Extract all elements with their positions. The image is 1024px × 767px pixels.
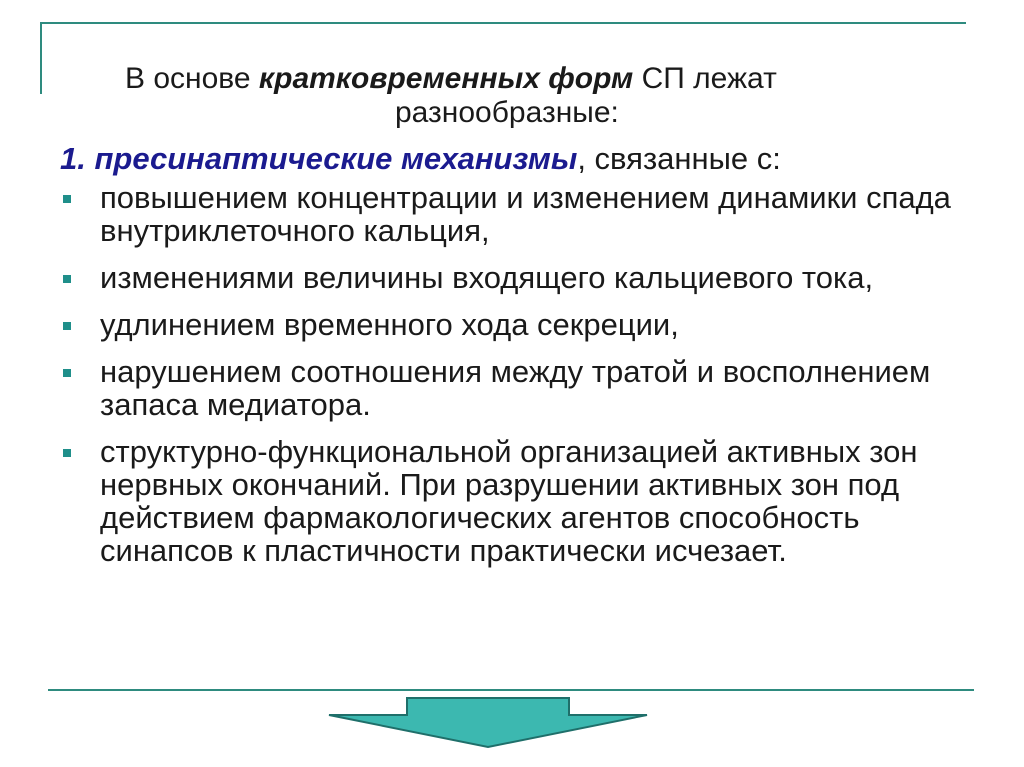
left-rule (40, 22, 42, 94)
square-bullet-icon (63, 322, 71, 330)
square-bullet-icon (63, 275, 71, 283)
list-item (60, 181, 960, 247)
list-item-text: удлинением временного хода секреции, (100, 307, 679, 342)
list-item-text: изменениями величины входящего кальциевого тока, (100, 260, 874, 295)
list-item (60, 435, 960, 567)
intro-suffix: СП лежат (641, 62, 777, 95)
list-item-text: нарушением соотношения между тратой и восполнением запаса медиатора. (100, 354, 931, 422)
square-bullet-icon (63, 449, 71, 457)
heading-number: 1. (60, 141, 86, 176)
down-arrow-icon[interactable] (327, 697, 649, 749)
heading-rest: , связанные с: (577, 141, 781, 176)
section-heading (60, 141, 960, 177)
slide-content (60, 62, 960, 581)
list-item (60, 308, 960, 341)
intro-prefix: В основе (125, 62, 251, 95)
mechanism-list (60, 181, 960, 567)
bottom-rule (48, 689, 974, 691)
intro-line2: разнообразные: (395, 96, 619, 129)
list-item-text: структурно-функциональной организацией активных зон нервных окончаний. При разрушении активных зон под действием фармакологических агентов способность синапсов к пластичности практически исчезает. (100, 434, 918, 568)
intro-emphasis: кратковременных форм (258, 62, 634, 95)
list-item (60, 261, 960, 294)
heading-keyword: пресинаптические механизмы (94, 141, 578, 176)
list-item-text: повышением концентрации и изменением динамики спада внутриклеточного кальция, (100, 180, 951, 248)
square-bullet-icon (63, 369, 71, 377)
square-bullet-icon (63, 195, 71, 203)
top-rule (40, 22, 966, 24)
list-item (60, 355, 960, 421)
intro-text (125, 62, 925, 130)
